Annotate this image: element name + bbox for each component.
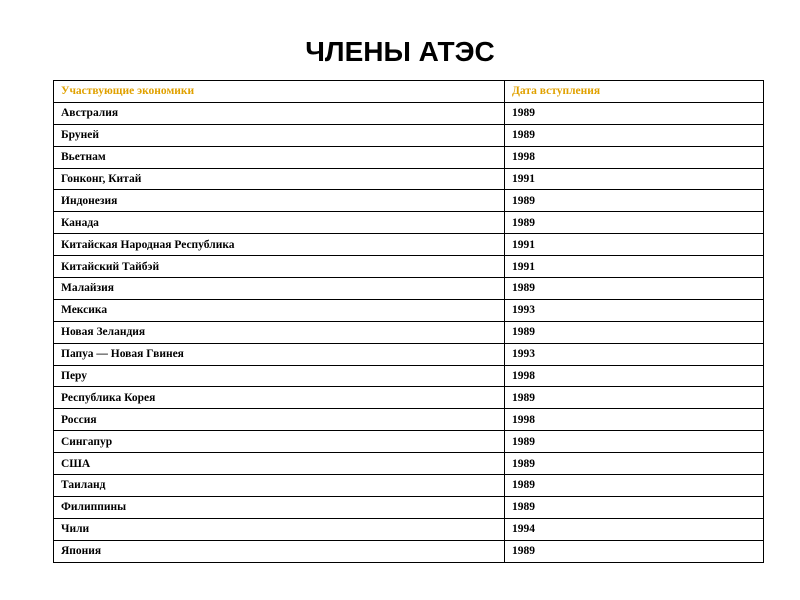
economy-cell: Филиппины [54,496,505,518]
table-header [54,81,764,103]
join-date-cell: 1989 [505,278,764,300]
table-row [54,475,764,497]
table-row [54,278,764,300]
economy-cell: Вьетнам [54,146,505,168]
economy-cell: Китайский Тайбэй [54,256,505,278]
economy-cell: Гонконг, Китай [54,168,505,190]
economy-cell: Чили [54,518,505,540]
join-date-cell: 1989 [505,102,764,124]
join-date-cell: 1989 [505,190,764,212]
join-date-cell: 1989 [505,387,764,409]
header-row [54,81,764,103]
slide-title: ЧЛЕНЫ АТЭС [305,36,495,67]
table-row [54,496,764,518]
join-date-cell: 1991 [505,256,764,278]
economy-cell: Папуа — Новая Гвинея [54,343,505,365]
economy-cell: Сингапур [54,431,505,453]
table-row [54,343,764,365]
join-date-cell: 1989 [505,540,764,562]
economy-cell: Китайская Народная Республика [54,234,505,256]
table-row [54,234,764,256]
economy-cell: Индонезия [54,190,505,212]
header-economy: Участвующие экономики [54,81,505,103]
table-row [54,299,764,321]
join-date-cell: 1989 [505,496,764,518]
table-row [54,409,764,431]
economy-cell: Канада [54,212,505,234]
table-row [54,540,764,562]
economy-cell: Мексика [54,299,505,321]
table-row [54,365,764,387]
table-row [54,168,764,190]
join-date-cell: 1989 [505,321,764,343]
table-row [54,387,764,409]
economy-cell: Республика Корея [54,387,505,409]
table-row [54,256,764,278]
table-row [54,321,764,343]
table-body [54,102,764,562]
join-date-cell: 1991 [505,234,764,256]
economy-cell: Малайзия [54,278,505,300]
join-date-cell: 1998 [505,365,764,387]
economy-cell: Япония [54,540,505,562]
members-table [53,80,764,563]
economy-cell: Бруней [54,124,505,146]
economy-cell: Новая Зеландия [54,321,505,343]
table-row [54,453,764,475]
join-date-cell: 1998 [505,409,764,431]
join-date-cell: 1989 [505,453,764,475]
table-row [54,212,764,234]
economy-cell: Таиланд [54,475,505,497]
header-join-date: Дата вступления [505,81,764,103]
join-date-cell: 1993 [505,299,764,321]
table-row [54,102,764,124]
join-date-cell: 1993 [505,343,764,365]
join-date-cell: 1998 [505,146,764,168]
table-row [54,518,764,540]
table-row [54,190,764,212]
economy-cell: США [54,453,505,475]
join-date-cell: 1994 [505,518,764,540]
join-date-cell: 1989 [505,431,764,453]
join-date-cell: 1989 [505,124,764,146]
economy-cell: Россия [54,409,505,431]
table-row [54,124,764,146]
economy-cell: Перу [54,365,505,387]
economy-cell: Австралия [54,102,505,124]
join-date-cell: 1991 [505,168,764,190]
table-row [54,146,764,168]
table-row [54,431,764,453]
join-date-cell: 1989 [505,475,764,497]
join-date-cell: 1989 [505,212,764,234]
